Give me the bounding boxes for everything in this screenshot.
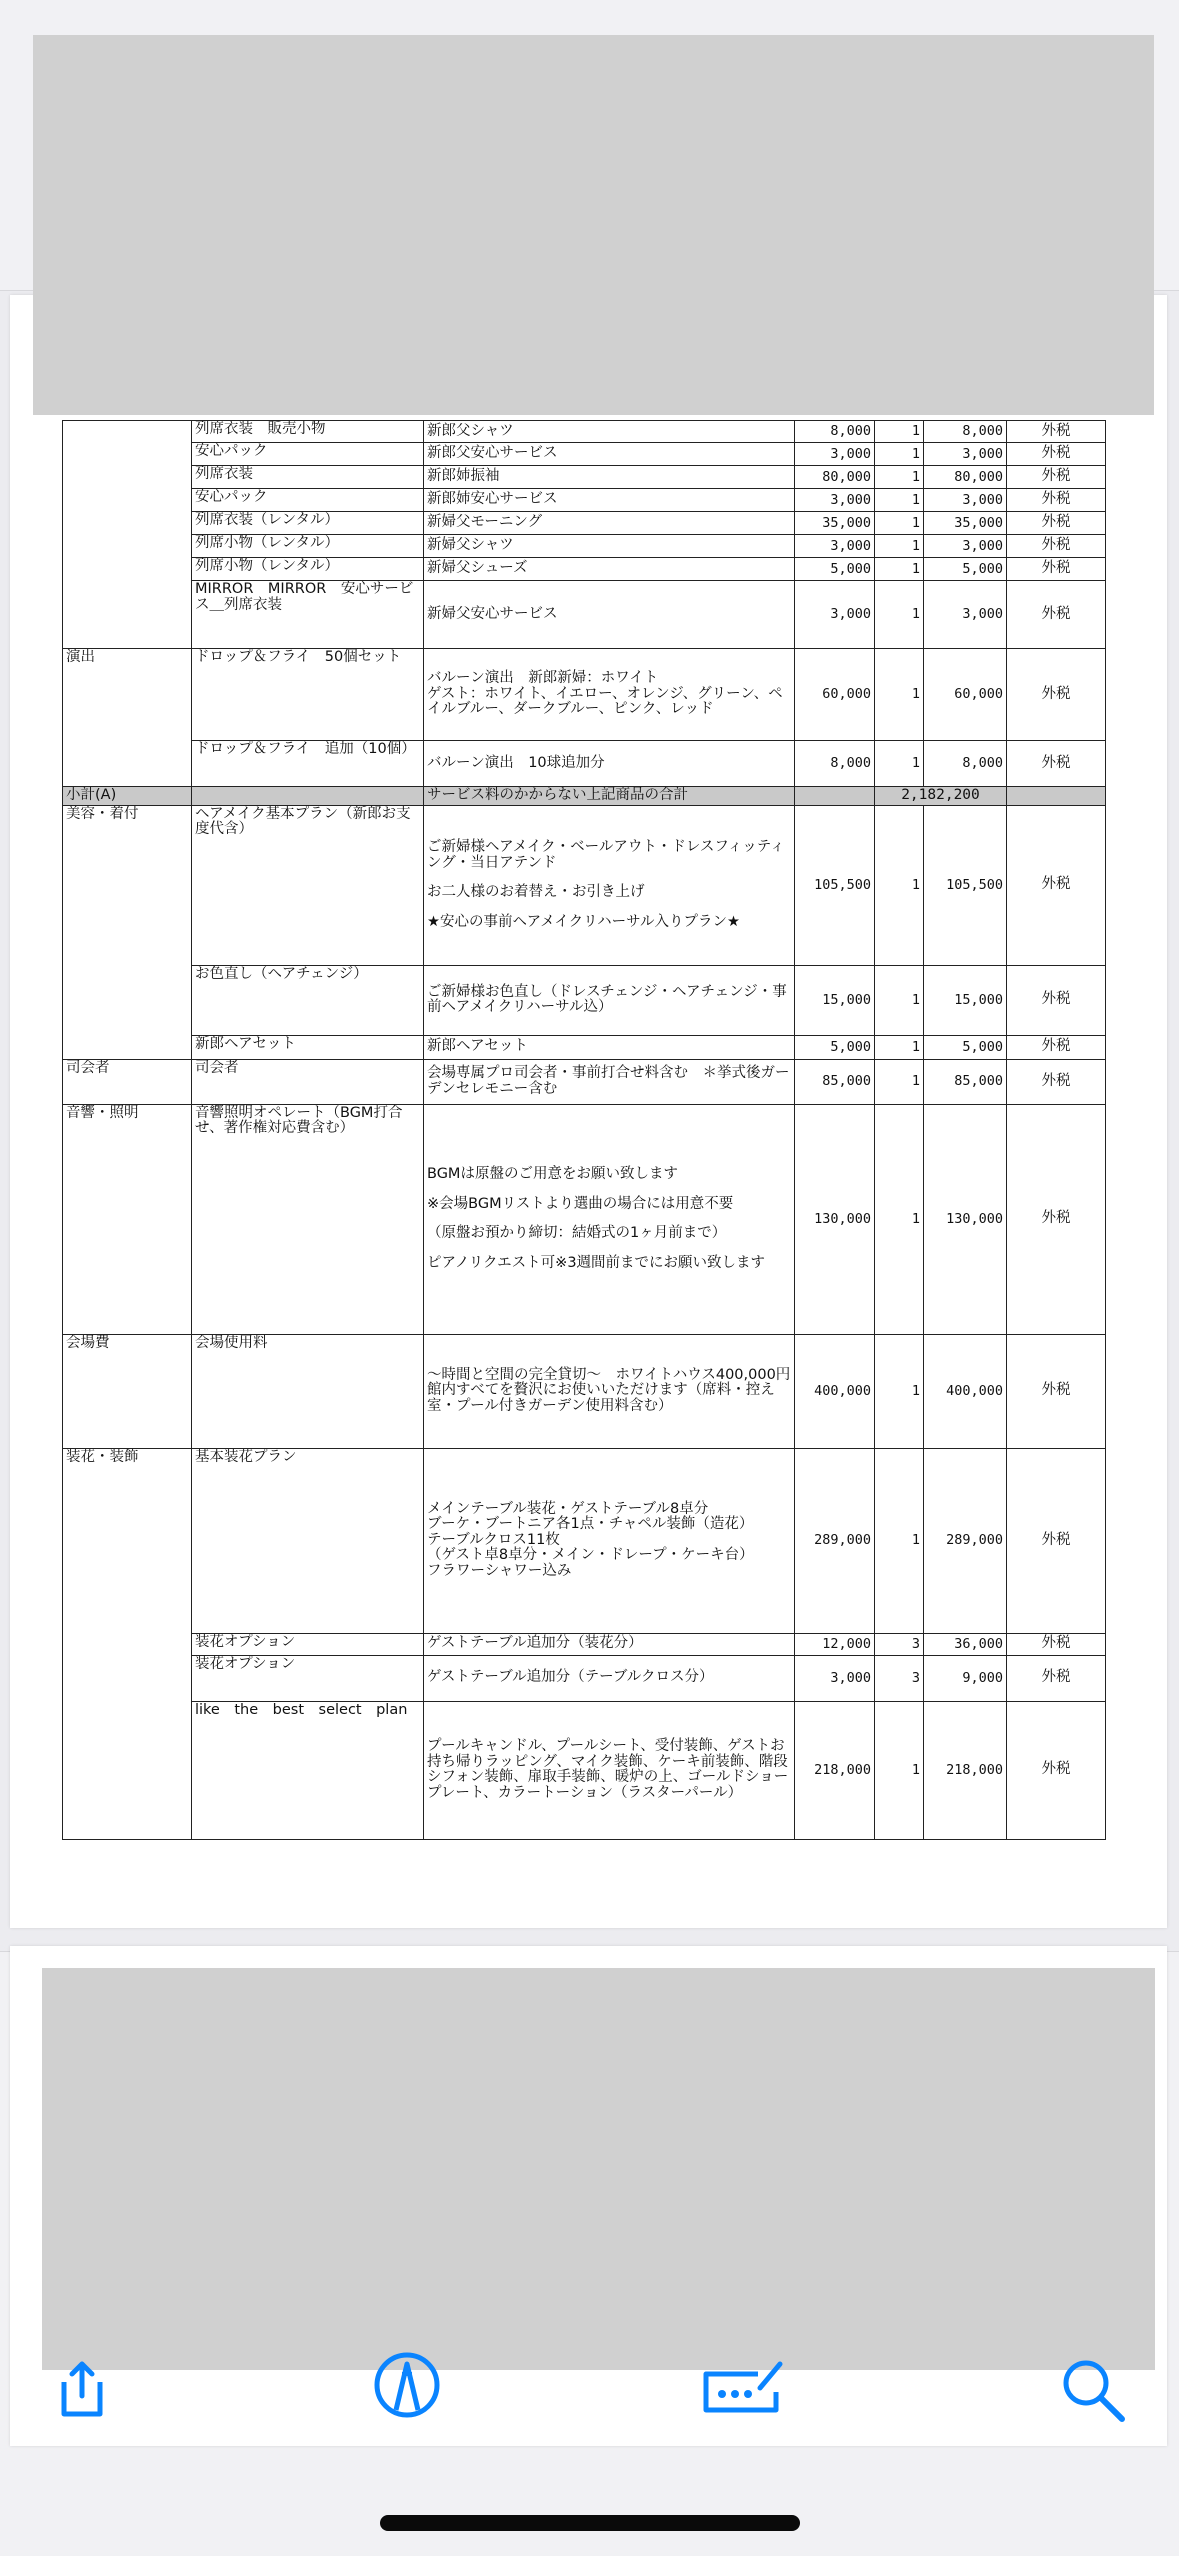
description-line: お二人様のお着替え・お引き上げ [427,884,645,901]
tax-type-cell: 外税 [1007,1655,1106,1701]
tax-type-cell: 外税 [1007,1104,1106,1334]
table-row [63,421,1106,443]
unit-price-cell: 15,000 [795,965,875,1035]
markup-icon[interactable] [372,2350,442,2420]
table-row [63,1104,1106,1334]
subtotal-amount-cell: 2,182,200 [875,787,1007,806]
description-cell [424,1334,795,1448]
table-row [63,558,1106,581]
category-cell: 演出 [63,649,192,787]
amount-cell: 105,500 [924,805,1007,965]
item-name-cell: 列席小物（レンタル） [192,558,424,581]
tax-type-cell: 外税 [1007,1701,1106,1839]
item-name-cell: 新郎ヘアセット [192,1035,424,1059]
description-line: メインテーブル装花・ゲストテーブル8卓分 [427,1500,709,1517]
amount-cell: 3,000 [924,443,1007,466]
quantity-cell: 1 [875,1035,924,1059]
amount-cell: 289,000 [924,1448,1007,1633]
description-line: プールキャンドル、プールシート、受付装飾、ゲストお持ち帰りラッピング、マイク装飾、ケーキ前装飾、階段シフォン装飾、扉取手装飾、暖炉の上、ゴールドショープレート、カラートーション（ラスターパール） [427,1737,789,1801]
item-name-cell: like the best select plan [192,1701,424,1839]
description-cell [424,1104,795,1334]
description-cell [424,512,795,535]
table-row [63,649,1106,741]
description-cell [424,741,795,787]
item-name-cell: 列席衣装 [192,466,424,489]
description-cell [424,421,795,443]
item-name-cell: ヘアメイク基本プラン（新郎お支度代含） [192,805,424,965]
description-line: 新郎ヘアセット [427,1038,528,1055]
tax-type-cell: 外税 [1007,741,1106,787]
unit-price-cell: 35,000 [795,512,875,535]
unit-price-cell: 3,000 [795,1655,875,1701]
quantity-cell: 1 [875,1104,924,1334]
home-indicator[interactable] [380,2515,800,2531]
unit-price-cell: 80,000 [795,466,875,489]
description-line: フラワーシャワー込み [427,1563,572,1580]
description-line: ★安心の事前ヘアメイクリハーサル入りプラン★ [427,913,740,930]
description-line: ゲストテーブル追加分（装花分） [427,1635,643,1652]
share-icon[interactable] [52,2360,112,2420]
amount-cell: 60,000 [924,649,1007,741]
tax-type-cell: 外税 [1007,443,1106,466]
quantity-cell: 1 [875,1334,924,1448]
unit-price-cell: 12,000 [795,1633,875,1655]
category-cell: 司会者 [63,1059,192,1104]
description-line: バルーン演出 新郎新婦：ホワイト [427,670,659,687]
unit-price-cell: 5,000 [795,558,875,581]
description-line: （原盤お預かり締切：結婚式の1ヶ月前まで） [427,1225,727,1242]
item-name-cell: 装花オプション [192,1633,424,1655]
item-name-cell: MIRROR MIRROR 安心サービス＿列席衣装 [192,581,424,649]
table-row [63,1448,1106,1633]
quantity-cell: 1 [875,558,924,581]
unit-price-cell: 130,000 [795,1104,875,1334]
description-line: バルーン演出 10球追加分 [427,754,605,771]
item-name-cell: 装花オプション [192,1655,424,1701]
tax-type-cell: 外税 [1007,535,1106,558]
unit-price-cell: 60,000 [795,649,875,741]
amount-cell: 8,000 [924,741,1007,787]
table-row [63,741,1106,787]
unit-price-cell: 5,000 [795,1035,875,1059]
unit-price-cell: 3,000 [795,581,875,649]
description-line: 新婦父安心サービス [427,605,558,622]
table-row [63,489,1106,512]
unit-price-cell: 3,000 [795,443,875,466]
quantity-cell: 1 [875,1448,924,1633]
quantity-cell: 3 [875,1633,924,1655]
description-line: 新婦父モーニング [427,514,543,531]
unit-price-cell: 85,000 [795,1059,875,1104]
table-row [63,1334,1106,1448]
description-line: 新郎姉安心サービス [427,491,558,508]
tax-type-cell: 外税 [1007,489,1106,512]
amount-cell: 218,000 [924,1701,1007,1839]
quantity-cell: 1 [875,489,924,512]
description-line: ピアノリクエスト可※3週間前までにお願い致します [427,1254,766,1271]
item-name-cell: 安心パック [192,489,424,512]
category-cell [63,421,192,649]
tax-type-cell: 外税 [1007,805,1106,965]
amount-cell: 35,000 [924,512,1007,535]
tax-type-cell: 外税 [1007,581,1106,649]
tax-type-cell: 外税 [1007,421,1106,443]
description-line: BGMは原盤のご用意をお願い致します [427,1165,678,1182]
category-cell: 音響・照明 [63,1104,192,1334]
unit-price-cell: 8,000 [795,421,875,443]
description-line: 新郎父安心サービス [427,445,558,462]
quantity-cell: 1 [875,649,924,741]
tax-type-cell: 外税 [1007,1633,1106,1655]
item-name-cell: 列席衣装（レンタル） [192,512,424,535]
unit-price-cell: 218,000 [795,1701,875,1839]
table-row [63,581,1106,649]
description-line: ゲスト：ホワイト、イエロー、オレンジ、グリーン、ペイルブルー、ダークブルー、ピンク、レッド [427,685,783,718]
amount-cell: 3,000 [924,581,1007,649]
tax-type-cell: 外税 [1007,466,1106,489]
table-row [63,1655,1106,1701]
tax-type-cell: 外税 [1007,965,1106,1035]
description-line: 新婦父シューズ [427,560,528,577]
category-cell: 装花・装飾 [63,1448,192,1839]
item-name-cell: ドロップ＆フライ 追加（10個） [192,741,424,787]
tax-type-cell: 外税 [1007,1448,1106,1633]
description-cell [424,558,795,581]
subtotal-description-cell: サービス料のかからない上記商品の合計 [424,787,795,806]
quantity-cell: 1 [875,512,924,535]
quantity-cell: 1 [875,1701,924,1839]
item-name-cell: 会場使用料 [192,1334,424,1448]
description-cell [424,581,795,649]
subtotal-label-cell: 小計(A) [63,787,192,806]
tax-type-cell: 外税 [1007,1059,1106,1104]
item-name-cell: 列席衣装 販売小物 [192,421,424,443]
description-cell [424,1035,795,1059]
table-row [63,805,1106,965]
description-line: 新郎姉振袖 [427,468,500,485]
unit-price-cell: 8,000 [795,741,875,787]
unit-price-cell: 400,000 [795,1334,875,1448]
description-cell [424,965,795,1035]
description-line: ご新婦様お色直し（ドレスチェンジ・ヘアチェンジ・事前ヘアメイクリハーサル込） [427,983,787,1016]
description-line: テーブルクロス11枚 [427,1531,560,1548]
table-row [63,1633,1106,1655]
subtotal-row [63,787,1106,806]
description-cell [424,443,795,466]
search-icon[interactable] [1058,2355,1128,2425]
amount-cell: 5,000 [924,1035,1007,1059]
description-line: ブーケ・ブートニア各1点・チャペル装飾（造花） [427,1516,754,1533]
quantity-cell: 1 [875,535,924,558]
quantity-cell: 1 [875,443,924,466]
amount-cell: 3,000 [924,535,1007,558]
quantity-cell: 1 [875,581,924,649]
tax-type-cell: 外税 [1007,1035,1106,1059]
form-fill-icon[interactable] [700,2358,784,2418]
unit-price-cell: 105,500 [795,805,875,965]
amount-cell: 400,000 [924,1334,1007,1448]
description-cell [424,1655,795,1701]
item-name-cell: 安心パック [192,443,424,466]
item-name-cell: ドロップ＆フライ 50個セット [192,649,424,741]
description-cell [424,1059,795,1104]
amount-cell: 3,000 [924,489,1007,512]
description-line: 館内すべてを贅沢にお使いいただけます（席料・控え室・プール付きガーデン使用料含む） [427,1382,775,1414]
description-cell [424,649,795,741]
table-row [63,965,1106,1035]
amount-cell: 15,000 [924,965,1007,1035]
unit-price-cell: 289,000 [795,1448,875,1633]
amount-cell: 85,000 [924,1059,1007,1104]
quantity-cell: 1 [875,1059,924,1104]
table-row [63,466,1106,489]
category-cell: 美容・着付 [63,805,192,1059]
item-name-cell: 音響照明オペレート（BGM打合せ、著作権対応費含む） [192,1104,424,1334]
description-cell [424,466,795,489]
table-row [63,512,1106,535]
description-cell [424,805,795,965]
description-line: ゲストテーブル追加分（テーブルクロス分） [427,1669,714,1686]
amount-cell: 9,000 [924,1655,1007,1701]
table-row [63,1059,1106,1104]
description-line: （ゲスト卓8卓分・メイン・ドレープ・ケーキ台） [427,1547,754,1564]
table-row [63,443,1106,466]
amount-cell: 80,000 [924,466,1007,489]
quantity-cell: 1 [875,805,924,965]
unit-price-cell: 3,000 [795,535,875,558]
amount-cell: 8,000 [924,421,1007,443]
description-line: ～時間と空間の完全貸切～ ホワイトハウス400,000円 [427,1366,791,1383]
subtotal-blank-cell [192,787,424,806]
amount-cell: 5,000 [924,558,1007,581]
category-cell: 会場費 [63,1334,192,1448]
tax-type-cell: 外税 [1007,512,1106,535]
item-name-cell: 列席小物（レンタル） [192,535,424,558]
description-line: ご新婦様ヘアメイク・ベールアウト・ドレスフィッティング・当日アテンド [427,838,785,871]
description-cell [424,489,795,512]
description-cell [424,1633,795,1655]
description-line: 会場専属プロ司会者・事前打合せ料含む ＊挙式後ガーデンセレモニー含む [427,1065,790,1097]
description-cell [424,1448,795,1633]
tax-type-cell: 外税 [1007,649,1106,741]
estimate-table [62,420,1106,1840]
quantity-cell: 1 [875,965,924,1035]
subtotal-blank-cell [795,787,875,806]
description-line: ※会場BGMリストより選曲の場合には用意不要 [427,1195,734,1212]
description-line: 新郎父シャツ [427,422,514,439]
item-name-cell: 基本装花プラン [192,1448,424,1633]
tax-type-cell: 外税 [1007,1334,1106,1448]
description-line: 新婦父シャツ [427,537,514,554]
item-name-cell: お色直し（ヘアチェンジ） [192,965,424,1035]
unit-price-cell: 3,000 [795,489,875,512]
amount-cell: 36,000 [924,1633,1007,1655]
quantity-cell: 1 [875,741,924,787]
description-cell [424,1701,795,1839]
item-name-cell: 司会者 [192,1059,424,1104]
description-cell [424,535,795,558]
amount-cell: 130,000 [924,1104,1007,1334]
table-row [63,1035,1106,1059]
redacted-region-top [33,35,1154,415]
subtotal-blank-cell [1007,787,1106,806]
quantity-cell: 1 [875,466,924,489]
quantity-cell: 3 [875,1655,924,1701]
table-row [63,535,1106,558]
quantity-cell: 1 [875,421,924,443]
table-row [63,1701,1106,1839]
tax-type-cell: 外税 [1007,558,1106,581]
